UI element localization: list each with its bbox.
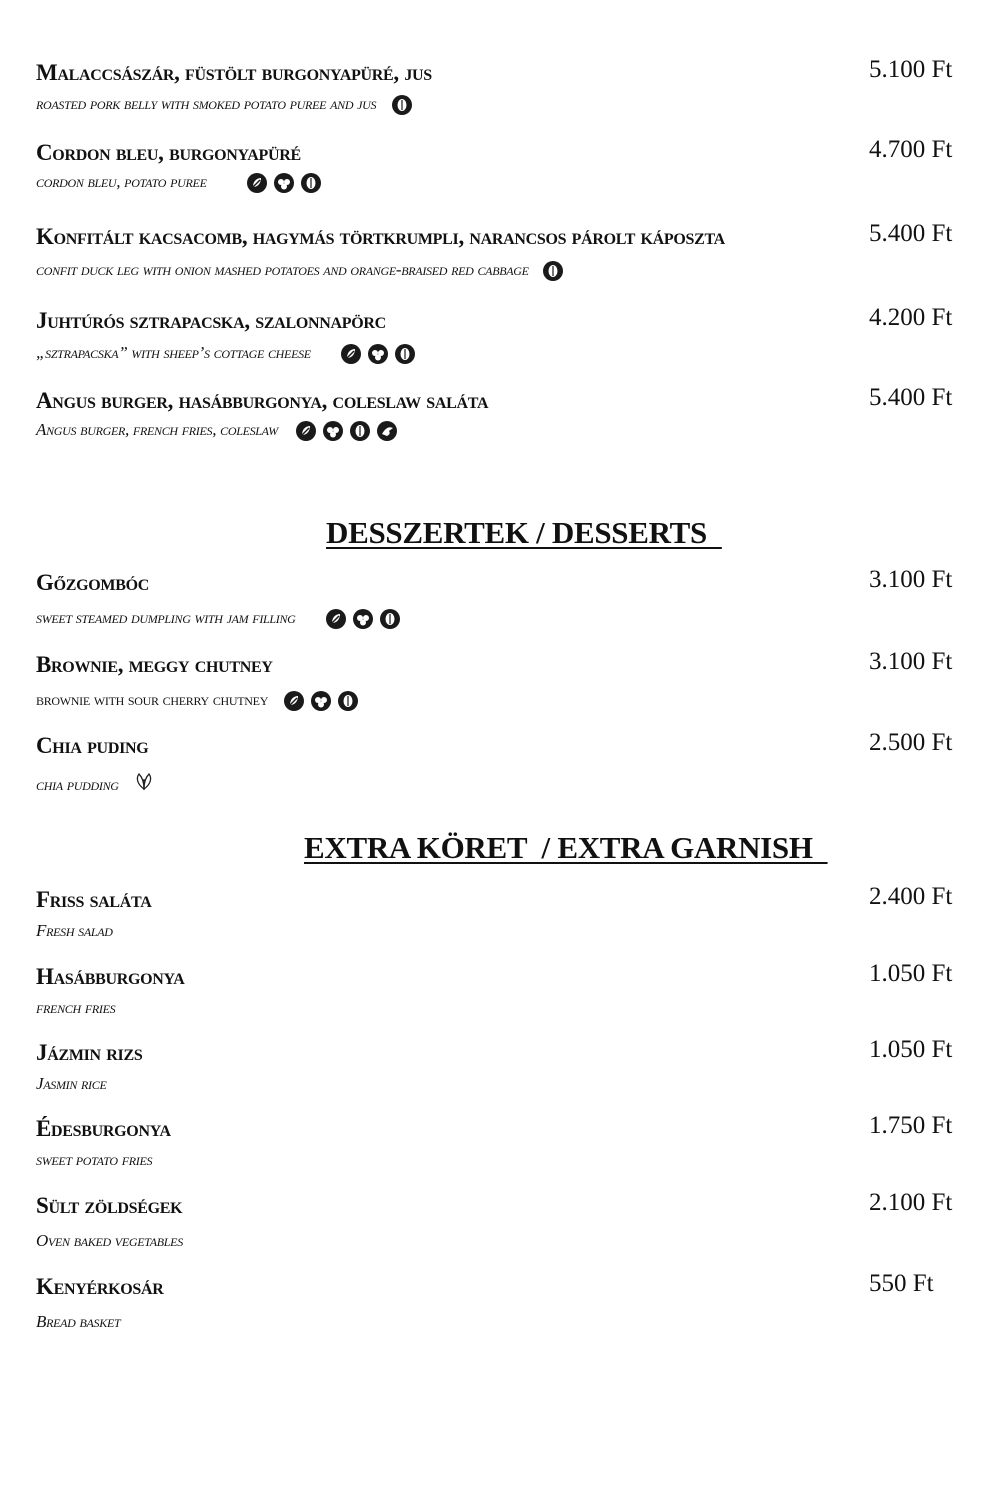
allergen-b-icon bbox=[274, 173, 294, 193]
allergen-d-icon bbox=[377, 421, 397, 441]
item-name: Friss saláta bbox=[36, 887, 152, 912]
menu-item bbox=[36, 304, 966, 363]
item-name: Gőzgombóc bbox=[36, 570, 149, 595]
item-price: 2.500 Ft bbox=[869, 729, 953, 756]
item-name: Angus burger, hasábburgonya, coleslaw saláta bbox=[36, 388, 489, 413]
item-description: chia pudding bbox=[36, 775, 119, 794]
allergen-c-icon bbox=[350, 421, 370, 441]
item-price: 2.100 Ft bbox=[869, 1189, 953, 1216]
allergen-b-icon bbox=[368, 344, 388, 364]
item-description: cordon bleu, potato puree bbox=[36, 172, 207, 192]
item-description: Oven baked vegetables bbox=[36, 1231, 183, 1251]
menu-item bbox=[36, 1112, 966, 1170]
allergen-c-icon bbox=[338, 691, 358, 711]
menu-item bbox=[36, 220, 966, 280]
item-name: Malaccsászár, füstölt burgonyapüré, jus bbox=[36, 60, 432, 85]
item-name: Cordon bleu, burgonyapüré bbox=[36, 140, 301, 165]
item-price: 3.100 Ft bbox=[869, 566, 953, 593]
menu-item bbox=[36, 56, 966, 114]
allergen-b-icon bbox=[353, 609, 373, 629]
item-price: 5.100 Ft bbox=[869, 56, 953, 83]
item-name: Brownie, meggy chutney bbox=[36, 652, 273, 677]
menu-item bbox=[36, 960, 966, 1018]
item-price: 1.050 Ft bbox=[869, 960, 953, 987]
item-name: Sült zöldségek bbox=[36, 1193, 183, 1218]
menu-item bbox=[36, 1270, 966, 1332]
item-price: 4.200 Ft bbox=[869, 304, 953, 331]
item-name: Chia puding bbox=[36, 733, 149, 758]
allergen-c-icon bbox=[395, 344, 415, 364]
item-name: Juhtúrós sztrapacska, szalonnapörc bbox=[36, 308, 386, 333]
allergen-a-icon bbox=[247, 173, 267, 193]
menu-item bbox=[36, 883, 966, 941]
allergen-c-icon bbox=[392, 95, 412, 115]
item-description: Angus burger, french fries, coleslaw bbox=[36, 420, 278, 440]
allergen-a-icon bbox=[284, 691, 304, 711]
menu-item bbox=[36, 729, 966, 794]
section-heading-desserts: DESSZERTEK / DESSERTS bbox=[326, 515, 722, 550]
item-description: Fresh salad bbox=[36, 921, 113, 941]
allergen-b-icon bbox=[311, 691, 331, 711]
menu-item bbox=[36, 384, 966, 440]
item-description: brownie with sour cherry chutney bbox=[36, 690, 269, 710]
allergen-c-icon bbox=[543, 261, 563, 281]
item-name: Jázmin rizs bbox=[36, 1040, 143, 1065]
item-name: Hasábburgonya bbox=[36, 964, 185, 989]
item-description: „sztrapacska” with sheep’s cottage cheese bbox=[36, 343, 311, 363]
menu-item bbox=[36, 648, 966, 710]
item-price: 550 Ft bbox=[869, 1270, 934, 1297]
item-price: 2.400 Ft bbox=[869, 883, 953, 910]
item-description: sweet steamed dumpling with jam filling bbox=[36, 608, 296, 628]
menu-item bbox=[36, 136, 966, 192]
menu-item bbox=[36, 1036, 966, 1094]
item-price: 1.050 Ft bbox=[869, 1036, 953, 1063]
allergen-a-icon bbox=[326, 609, 346, 629]
section-heading-garnish: EXTRA KÖRET / EXTRA GARNISH bbox=[304, 830, 828, 865]
allergen-a-icon bbox=[296, 421, 316, 441]
menu-item bbox=[36, 1189, 966, 1251]
item-description: roasted pork belly with smoked potato puree and jus bbox=[36, 94, 377, 114]
menu-item bbox=[36, 566, 966, 628]
item-price: 1.750 Ft bbox=[869, 1112, 953, 1139]
item-price: 3.100 Ft bbox=[869, 648, 953, 675]
item-price: 5.400 Ft bbox=[869, 220, 953, 247]
allergen-a-icon bbox=[341, 344, 361, 364]
item-name: Kenyérkosár bbox=[36, 1274, 164, 1299]
item-description: Jasmin rice bbox=[36, 1074, 107, 1094]
item-description: Bread basket bbox=[36, 1312, 121, 1332]
allergen-c-icon bbox=[301, 173, 321, 193]
vegan-leaf-icon bbox=[133, 770, 155, 800]
item-name: Konfitált kacsacomb, hagymás törtkrumpli, narancsos párolt káposzta bbox=[36, 224, 725, 249]
allergen-c-icon bbox=[380, 609, 400, 629]
item-name: Édesburgonya bbox=[36, 1116, 171, 1141]
allergen-b-icon bbox=[323, 421, 343, 441]
item-description: french fries bbox=[36, 998, 116, 1018]
item-description: confit duck leg with onion mashed potatoes and orange-braised red cabbage bbox=[36, 260, 529, 280]
item-price: 5.400 Ft bbox=[869, 384, 953, 411]
item-description: sweet potato fries bbox=[36, 1150, 153, 1170]
item-price: 4.700 Ft bbox=[869, 136, 953, 163]
